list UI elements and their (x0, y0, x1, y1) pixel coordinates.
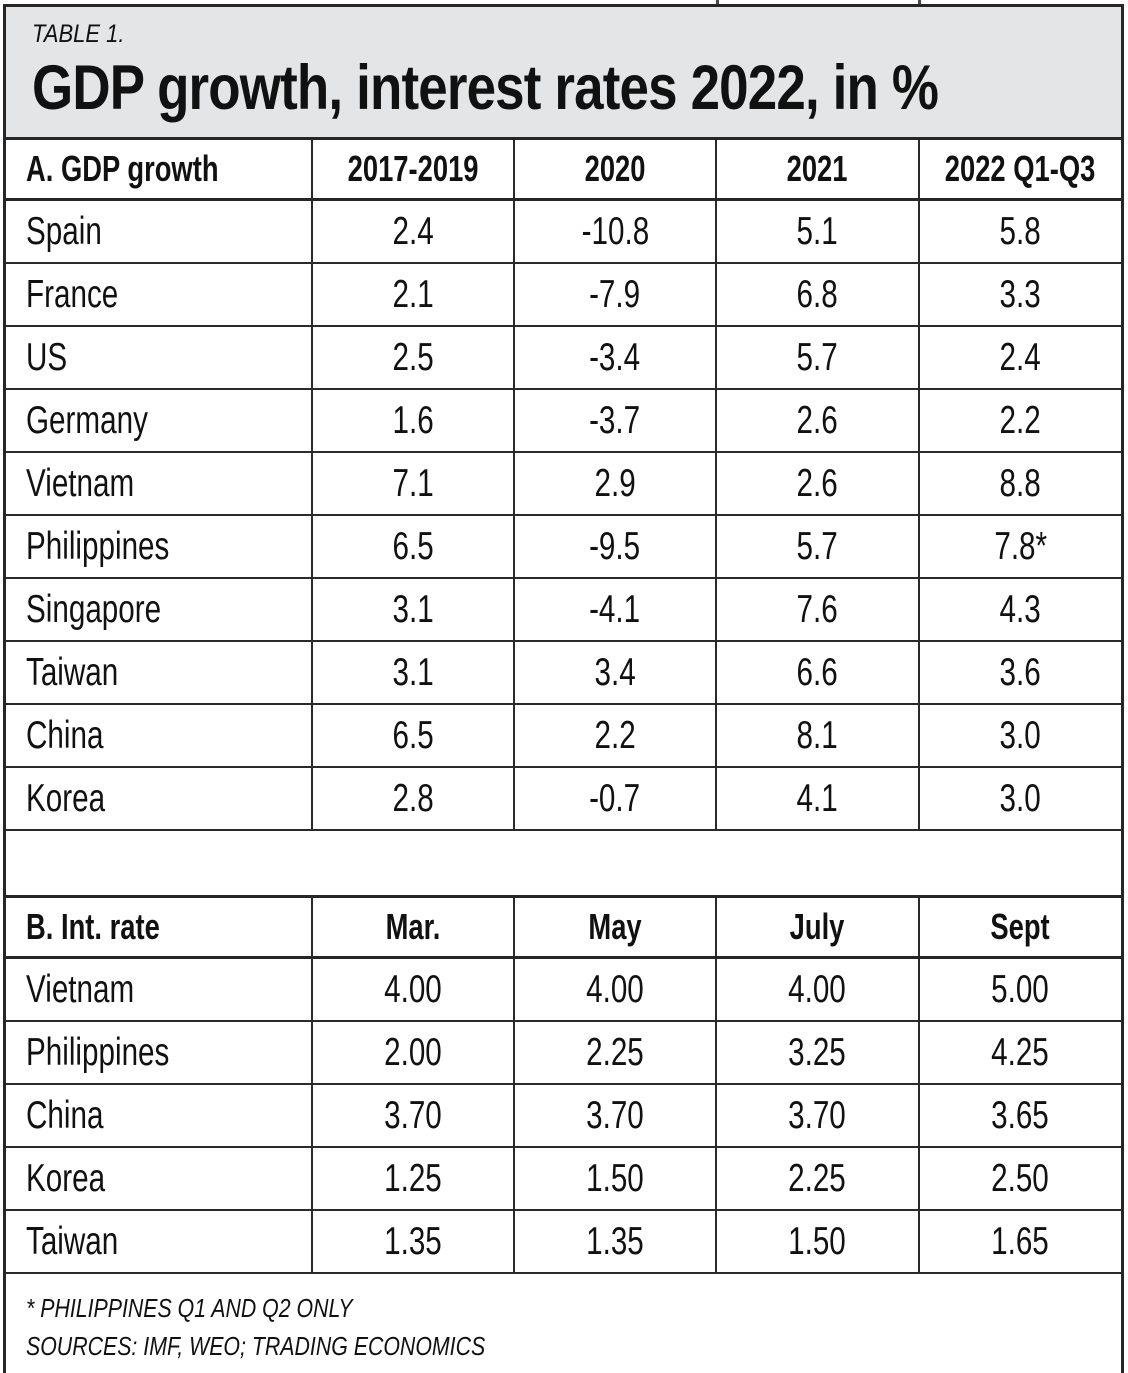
row-label-cell-text: Germany (26, 398, 148, 442)
value-cell-text: 2.4 (999, 335, 1041, 379)
column-header-cell (514, 140, 716, 200)
value-cell-text: 4.1 (796, 776, 839, 820)
section-title-cell-text: B. Int. rate (26, 906, 160, 948)
table-row (6, 263, 1121, 326)
value-cell (919, 263, 1121, 326)
value-cell-text: -4.1 (589, 587, 641, 631)
row-label-cell-text: Korea (26, 1156, 106, 1200)
row-label-cell (6, 958, 312, 1022)
table-row (6, 578, 1121, 641)
value-cell-text: 8.1 (796, 713, 839, 757)
row-label-cell-text: Vietnam (26, 461, 135, 505)
table-title (32, 55, 1121, 121)
value-cell (312, 452, 514, 515)
row-label-cell-text: France (26, 272, 119, 316)
value-cell-text: 7.6 (796, 587, 839, 631)
value-cell-text: 3.1 (392, 587, 434, 631)
table-header-row (6, 897, 1121, 958)
value-cell-text: 3.4 (594, 650, 636, 694)
value-cell-text: 3.0 (999, 776, 1041, 820)
column-header-cell (919, 140, 1121, 200)
value-cell-text: 4.00 (586, 967, 644, 1011)
value-cell-text: 6.5 (392, 713, 434, 757)
value-cell (514, 958, 716, 1022)
value-cell (919, 1084, 1121, 1147)
row-label-cell-text: Spain (26, 209, 102, 253)
row-label-cell (6, 200, 312, 264)
value-cell (919, 515, 1121, 578)
value-cell-text: 2.5 (392, 335, 434, 379)
section-title-cell (6, 897, 312, 958)
value-cell-text: 3.70 (383, 1093, 442, 1137)
value-cell-text: 6.8 (796, 272, 839, 316)
value-cell-text: 3.1 (392, 650, 434, 694)
table-row (6, 704, 1121, 767)
value-cell (514, 641, 716, 704)
table-row (6, 958, 1121, 1022)
row-label-cell-text: US (26, 335, 68, 379)
row-label-cell-text: China (26, 713, 104, 757)
value-cell (716, 578, 918, 641)
value-cell (312, 1084, 514, 1147)
row-label-cell (6, 452, 312, 515)
table-row (6, 1021, 1121, 1084)
value-cell-text: 2.2 (594, 713, 636, 757)
value-cell-text: 4.00 (383, 967, 442, 1011)
column-header-cell-text: Sept (990, 906, 1050, 948)
row-label-cell (6, 704, 312, 767)
value-cell-text: 2.25 (788, 1156, 847, 1200)
value-cell (919, 641, 1121, 704)
table-row (6, 389, 1121, 452)
footnote-row (6, 1273, 1121, 1373)
value-cell (312, 1210, 514, 1273)
value-cell (716, 452, 918, 515)
value-cell (919, 1210, 1121, 1273)
column-header-cell (312, 140, 514, 200)
column-header-cell (919, 897, 1121, 958)
table-row (6, 1147, 1121, 1210)
value-cell-text: 2.25 (586, 1030, 644, 1074)
value-cell (312, 767, 514, 830)
value-cell-text: 1.65 (991, 1219, 1050, 1263)
table-title-band (6, 7, 1121, 140)
value-cell (312, 389, 514, 452)
table-header-row (6, 140, 1121, 200)
table-number-label (32, 19, 1121, 49)
value-cell-text: 5.7 (796, 524, 839, 568)
value-cell (716, 1084, 918, 1147)
footnote-line (26, 1290, 1121, 1328)
row-label-cell-text: Singapore (26, 587, 162, 631)
value-cell (716, 704, 918, 767)
value-cell-text: 6.6 (796, 650, 839, 694)
value-cell-text: 5.1 (796, 209, 839, 253)
value-cell-text: 2.00 (383, 1030, 442, 1074)
value-cell-text: 7.1 (392, 461, 434, 505)
value-cell-text: 6.5 (392, 524, 434, 568)
value-cell (312, 641, 514, 704)
value-cell-text: 3.25 (788, 1030, 847, 1074)
value-cell (514, 452, 716, 515)
value-cell (312, 200, 514, 264)
value-cell (716, 1210, 918, 1273)
table-number-text: TABLE 1. (32, 20, 125, 48)
value-cell (716, 1147, 918, 1210)
value-cell-text: 3.6 (999, 650, 1041, 694)
column-header-cell-text: 2017-2019 (347, 148, 479, 190)
value-cell (514, 1084, 716, 1147)
row-label-cell-text: Philippines (26, 1030, 170, 1074)
value-cell (312, 263, 514, 326)
footnote-cell (6, 1273, 1121, 1373)
gdp-interest-rate-table (6, 140, 1121, 1373)
value-cell (514, 200, 716, 264)
column-header-cell (514, 897, 716, 958)
footnote-line (26, 1328, 1121, 1366)
value-cell-text: -0.7 (589, 776, 641, 820)
value-cell-text: 2.1 (392, 272, 434, 316)
value-cell-text: 1.50 (788, 1219, 847, 1263)
value-cell-text: 8.8 (999, 461, 1041, 505)
value-cell (716, 515, 918, 578)
footnote-text: SOURCES: IMF, WEO; TRADING ECONOMICS (26, 1331, 486, 1362)
table-frame (3, 4, 1124, 1373)
row-label-cell-text: Vietnam (26, 967, 135, 1011)
row-label-cell (6, 1210, 312, 1273)
row-label-cell (6, 767, 312, 830)
value-cell (919, 578, 1121, 641)
value-cell (514, 578, 716, 641)
value-cell (514, 1210, 716, 1273)
section-title-cell-text: A. GDP growth (26, 148, 219, 190)
row-label-cell (6, 641, 312, 704)
value-cell (716, 767, 918, 830)
table-row (6, 326, 1121, 389)
row-label-cell-text: China (26, 1093, 104, 1137)
value-cell (919, 389, 1121, 452)
value-cell-text: 2.4 (392, 209, 434, 253)
row-label-cell (6, 263, 312, 326)
column-header-cell-text: July (790, 906, 845, 948)
row-label-cell-text: Taiwan (26, 1219, 119, 1263)
value-cell-text: 3.3 (999, 272, 1041, 316)
value-cell-text: -3.4 (589, 335, 641, 379)
value-cell-text: 2.6 (796, 461, 839, 505)
value-cell-text: -3.7 (589, 398, 641, 442)
value-cell (514, 1147, 716, 1210)
value-cell-text: 3.70 (586, 1093, 644, 1137)
value-cell-text: 2.8 (392, 776, 434, 820)
column-header-cell-text: Mar. (385, 906, 441, 948)
value-cell-text: 3.70 (788, 1093, 847, 1137)
row-label-cell-text: Philippines (26, 524, 170, 568)
value-cell-text: 4.25 (991, 1030, 1050, 1074)
value-cell (312, 326, 514, 389)
value-cell (312, 578, 514, 641)
value-cell-text: 5.8 (999, 209, 1041, 253)
row-label-cell (6, 389, 312, 452)
spacer-cell (6, 830, 1121, 897)
value-cell (919, 1021, 1121, 1084)
row-label-cell (6, 326, 312, 389)
value-cell-text: 7.8* (993, 524, 1047, 568)
value-cell (919, 326, 1121, 389)
table-row (6, 200, 1121, 264)
value-cell (919, 452, 1121, 515)
row-label-cell (6, 1084, 312, 1147)
value-cell (312, 1147, 514, 1210)
value-cell (514, 389, 716, 452)
section-title-cell (6, 140, 312, 200)
value-cell (919, 200, 1121, 264)
spacer-row (6, 830, 1121, 897)
value-cell (312, 704, 514, 767)
column-header-cell-text: 2020 (584, 148, 646, 190)
value-cell (514, 263, 716, 326)
value-cell (716, 200, 918, 264)
row-label-cell-text: Korea (26, 776, 106, 820)
value-cell-text: 4.00 (788, 967, 847, 1011)
value-cell-text: 1.50 (586, 1156, 644, 1200)
value-cell (919, 767, 1121, 830)
value-cell-text: 2.6 (796, 398, 839, 442)
value-cell (716, 389, 918, 452)
row-label-cell-text: Taiwan (26, 650, 119, 694)
table-row (6, 1084, 1121, 1147)
table-row (6, 767, 1121, 830)
value-cell-text: -7.9 (589, 272, 641, 316)
value-cell (514, 1021, 716, 1084)
value-cell-text: 1.25 (383, 1156, 442, 1200)
value-cell (312, 515, 514, 578)
column-header-cell-text: May (588, 906, 642, 948)
value-cell-text: -9.5 (589, 524, 641, 568)
value-cell-text: 1.35 (383, 1219, 442, 1263)
value-cell (716, 1021, 918, 1084)
value-cell (919, 1147, 1121, 1210)
value-cell-text: 2.2 (999, 398, 1041, 442)
value-cell (514, 704, 716, 767)
value-cell (919, 704, 1121, 767)
value-cell (716, 263, 918, 326)
value-cell (312, 958, 514, 1022)
table-title-text: GDP growth, interest rates 2022, in % (32, 53, 939, 123)
row-label-cell (6, 1147, 312, 1210)
table-row (6, 515, 1121, 578)
value-cell-text: 5.7 (796, 335, 839, 379)
value-cell-text: 5.00 (991, 967, 1050, 1011)
column-header-cell (312, 897, 514, 958)
value-cell (716, 641, 918, 704)
value-cell (312, 1021, 514, 1084)
column-header-cell (716, 897, 918, 958)
value-cell-text: 4.3 (999, 587, 1041, 631)
column-header-cell (716, 140, 918, 200)
value-cell (514, 515, 716, 578)
row-label-cell (6, 578, 312, 641)
table-row (6, 1210, 1121, 1273)
row-label-cell (6, 515, 312, 578)
value-cell-text: 1.35 (586, 1219, 644, 1263)
column-header-cell-text: 2022 Q1-Q3 (945, 148, 1096, 190)
value-cell (514, 767, 716, 830)
value-cell (919, 958, 1121, 1022)
value-cell-text: 1.6 (392, 398, 434, 442)
value-cell-text: 2.50 (991, 1156, 1050, 1200)
value-cell-text: 3.65 (991, 1093, 1050, 1137)
value-cell (716, 958, 918, 1022)
value-cell-text: -10.8 (581, 209, 649, 253)
row-label-cell (6, 1021, 312, 1084)
footnote-text: * PHILIPPINES Q1 AND Q2 ONLY (26, 1293, 353, 1324)
value-cell-text: 3.0 (999, 713, 1041, 757)
value-cell (716, 326, 918, 389)
table-row (6, 641, 1121, 704)
table-row (6, 452, 1121, 515)
value-cell (514, 326, 716, 389)
column-header-cell-text: 2021 (787, 148, 848, 190)
value-cell-text: 2.9 (594, 461, 636, 505)
